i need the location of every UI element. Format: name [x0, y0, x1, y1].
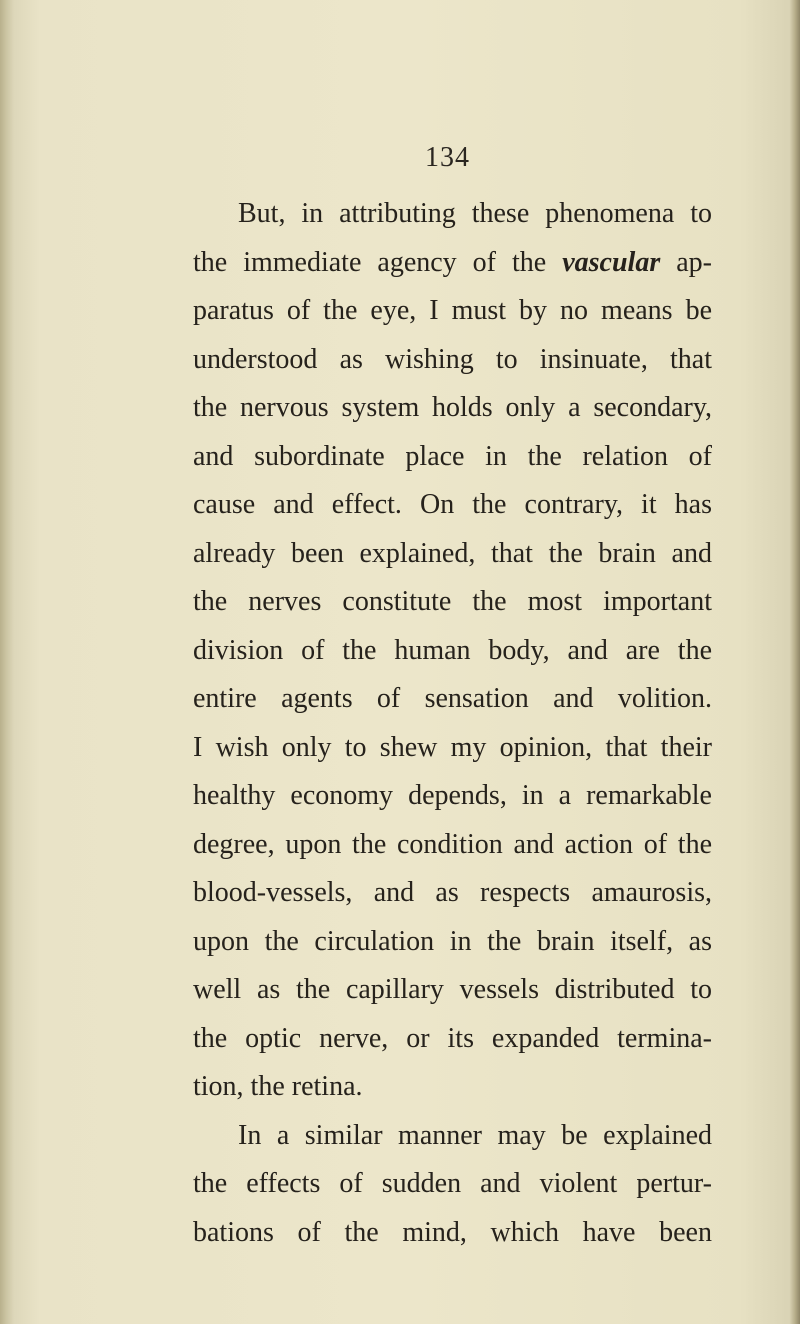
text-line [193, 239, 712, 288]
page-left-edge [0, 0, 14, 1324]
text-line: already been explained, that the brain and [193, 537, 712, 569]
text-line: bations of the mind, which have been [193, 1216, 712, 1248]
text-line: blood-vessels, and as respects amaurosis, [193, 877, 712, 908]
text-line: the nervous system holds only a secondary, [193, 392, 712, 423]
text-line: entire agents of sensation and volition. [193, 683, 712, 714]
page-right-edge [790, 0, 800, 1324]
text-line: healthy economy depends, in a remarkable [193, 780, 712, 811]
text-line: tion, the retina. [193, 1071, 363, 1102]
text-line: upon the circulation in the brain itself, as [193, 925, 712, 957]
text-line: But, in attributing these phenomena to [238, 198, 712, 229]
text-line: cause and effect. On the contrary, it has [193, 489, 712, 520]
text-line: division of the human body, and are the [193, 634, 712, 666]
text-segment: the immediate agency of the [193, 246, 563, 278]
text-segment: ap- [660, 246, 712, 278]
text-line: the nerves constitute the most important [193, 586, 712, 617]
page-number: 134 [425, 142, 470, 173]
text-line: understood as wishing to insinuate, that [193, 343, 712, 375]
text-line: the effects of sudden and violent pertur- [193, 1168, 712, 1199]
text-line: degree, upon the condition and action of the [193, 828, 712, 860]
text-line: paratus of the eye, I must by no means be [193, 295, 712, 326]
emphasis-word: vascular [562, 246, 661, 278]
text-line: and subordinate place in the relation of [193, 440, 712, 472]
text-line: In a similar manner may be explained [238, 1119, 712, 1151]
paragraph-2 [193, 1112, 712, 1258]
body-text [193, 190, 712, 1257]
paragraph-1 [193, 190, 712, 1112]
text-line: well as the capillary vessels distributed to [193, 974, 712, 1005]
text-line: the optic nerve, or its expanded termina- [193, 1022, 712, 1054]
text-line: I wish only to shew my opinion, that their [193, 731, 712, 763]
